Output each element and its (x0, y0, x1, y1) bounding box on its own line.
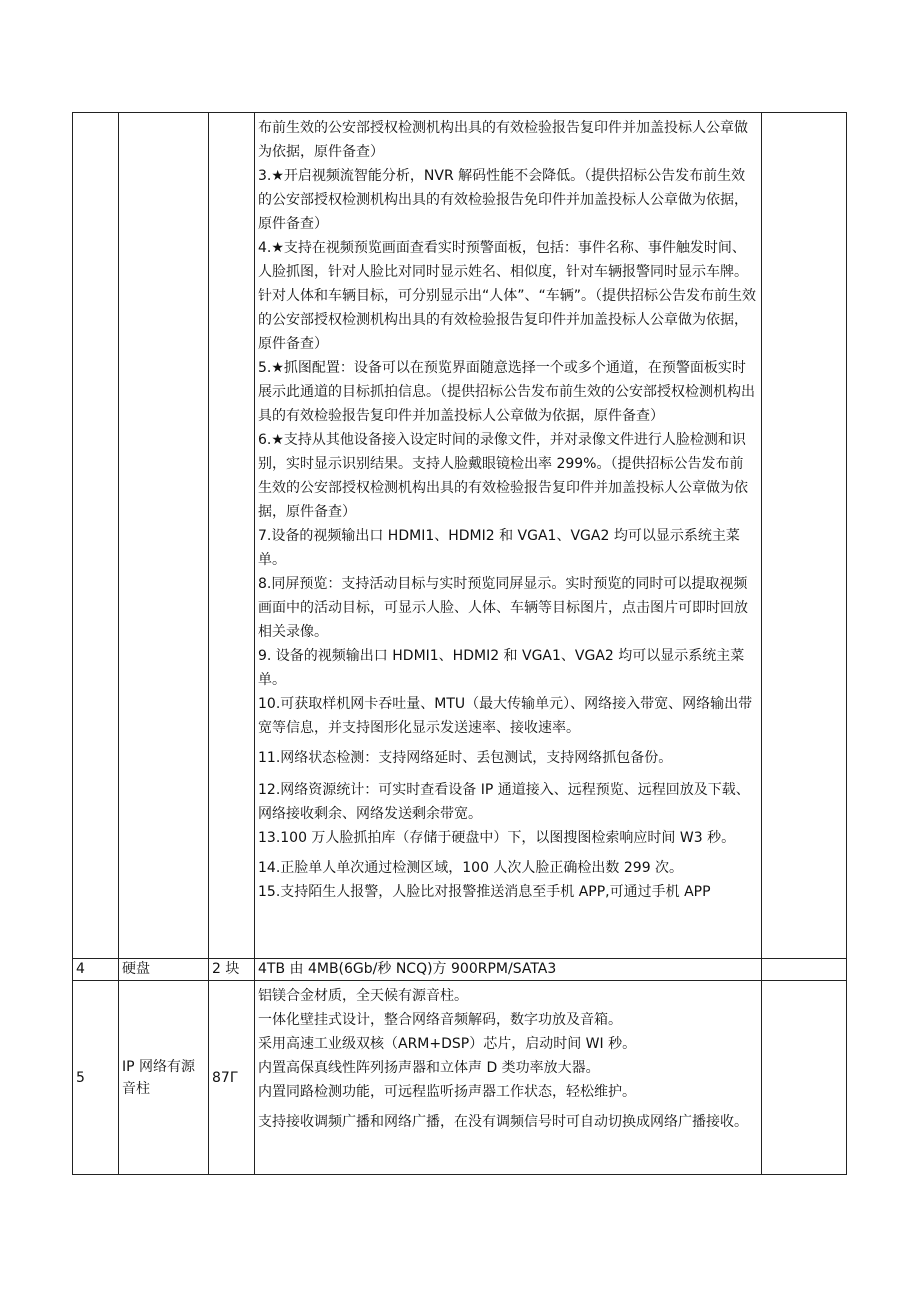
row-number: 5 (76, 1069, 85, 1086)
spec-item: 15.支持陌生人报警，人脸比对报警推送消息至手机 APP,可通过手机 APP (258, 884, 711, 900)
cell-name (119, 981, 209, 1175)
spec-item: 10.可获取样机网卡吞吐量、MTU（最大传输单元）、网络接入带宽、网络输出带宽等信息，并支持图形化显示发送速率、接收速率。 (258, 696, 753, 736)
table-row-speaker (73, 981, 847, 1175)
spec-item: 13.100 万人脸抓拍库（存储于硬盘中）下，以图搜图检索响应时间 W3 秒。 (258, 830, 736, 846)
cell-qty-empty (209, 113, 255, 959)
spec-item: 内置高保真线性阵列扬声器和立体声 D 类功率放大器。 (258, 1060, 600, 1076)
cell-no-empty (73, 113, 119, 959)
cell-qty (209, 959, 255, 981)
spec-item: 9. 设备的视频输出口 HDMI1、HDMI2 和 VGA1、VGA2 均可以显示系统主菜单。 (258, 648, 745, 688)
spec-item: 4.★支持在视频预览画面查看实时预警面板，包括：事件名称、事件触发时间、人脸抓图，针对人脸比对同时显示姓名、相似度，针对车辆报警同时显示车牌。针对人体和车辆目标，可分别显示出“人体”、“车辆”。（提供招标公告发布前生效的公安部授权检测机构出具的有效检验报告复印件并加盖投标人公章做为依据，原件备查） (258, 240, 757, 352)
cell-note (762, 959, 847, 981)
spec-item: 采用高速工业级双核（ARM+DSP）芯片，启动时间 WI 秒。 (258, 1036, 637, 1052)
item-name: 硬盘 (122, 961, 150, 977)
row-number: 4 (76, 961, 85, 977)
spec-item: 14.正脸单人单次通过检测区域，100 人次人脸正确检出数 299 次。 (258, 860, 684, 876)
cell-spec (255, 959, 762, 981)
item-name: IP 网络有源音柱 (122, 1058, 196, 1097)
spec-item: 7.设备的视频输出口 HDMI1、HDMI2 和 VGA1、VGA2 均可以显示系统主菜单。 (258, 528, 740, 568)
spec-item: 布前生效的公安部授权检测机构出具的有效检验报告复印件并加盖投标人公章做为依据，原件备查） (258, 120, 748, 160)
spec-item: 内置同路检测功能，可远程监听扬声器工作状态，轻松维护。 (258, 1084, 636, 1100)
spec-item: 支持接收调频广播和网络广播，在没有调频信号时可自动切换成网络广播接收。 (258, 1114, 748, 1130)
spec-item: 6.★支持从其他设备接入设定时间的录像文件，并对录像文件进行人脸检测和识别，实时显示识别结果。支持人脸戴眼镜检出率 299%。（提供招标公告发布前生效的公安部授权检测机构出具的有效检验报告复印件并加盖投标人公章做为依据，原件备查） (258, 432, 748, 520)
cell-no (73, 981, 119, 1175)
cell-name (119, 959, 209, 981)
cell-note-empty (762, 113, 847, 959)
spec-table (72, 112, 847, 1175)
cell-spec-description (255, 981, 762, 1175)
cell-note (762, 981, 847, 1175)
cell-spec-description (255, 113, 762, 959)
cell-no (73, 959, 119, 981)
spec-item: 5.★抓图配置：设备可以在预览界面随意选择一个或多个通道，在预警面板实时展示此通道的目标抓拍信息。（提供招标公告发布前生效的公安部授权检测机构出具的有效检验报告复印件并加盖投标人公章做为依据，原件备查） (258, 360, 755, 424)
spec-item: 8.同屏预览：支持活动目标与实时预览同屏显示。实时预览的同时可以提取视频画面中的活动目标，可显示人脸、人体、车辆等目标图片，点击图片可即时回放相关录像。 (258, 576, 748, 640)
spec-item: 11.网络状态检测：支持网络延时、丢包测试，支持网络抓包备份。 (258, 750, 673, 766)
spec-item: 铝镁合金材质，全天候有源音柱。 (258, 988, 468, 1004)
item-spec: 4TB 由 4MB(6Gb/秒 NCQ)方 900RPM/SATA3 (258, 961, 557, 977)
cell-name-empty (119, 113, 209, 959)
table-row-hdd (73, 959, 847, 981)
spec-item: 3.★开启视频流智能分析，NVR 解码性能不会降低。（提供招标公告发布前生效的公安部授权检测机构出具的有效检验报告免印件并加盖投标人公章做为依据，原件备查） (258, 168, 748, 232)
spec-item: 12.网络资源统计：可实时查看设备 IP 通道接入、远程预览、远程回放及下载、网络接收剩余、网络发送剩余带宽。 (258, 782, 750, 822)
cell-qty (209, 981, 255, 1175)
table-row-continued (73, 113, 847, 959)
item-qty: 87Г (212, 1069, 239, 1086)
item-qty: 2 块 (212, 961, 240, 977)
spec-item: 一体化壁挂式设计，整合网络音频解码，数字功放及音箱。 (258, 1012, 622, 1028)
